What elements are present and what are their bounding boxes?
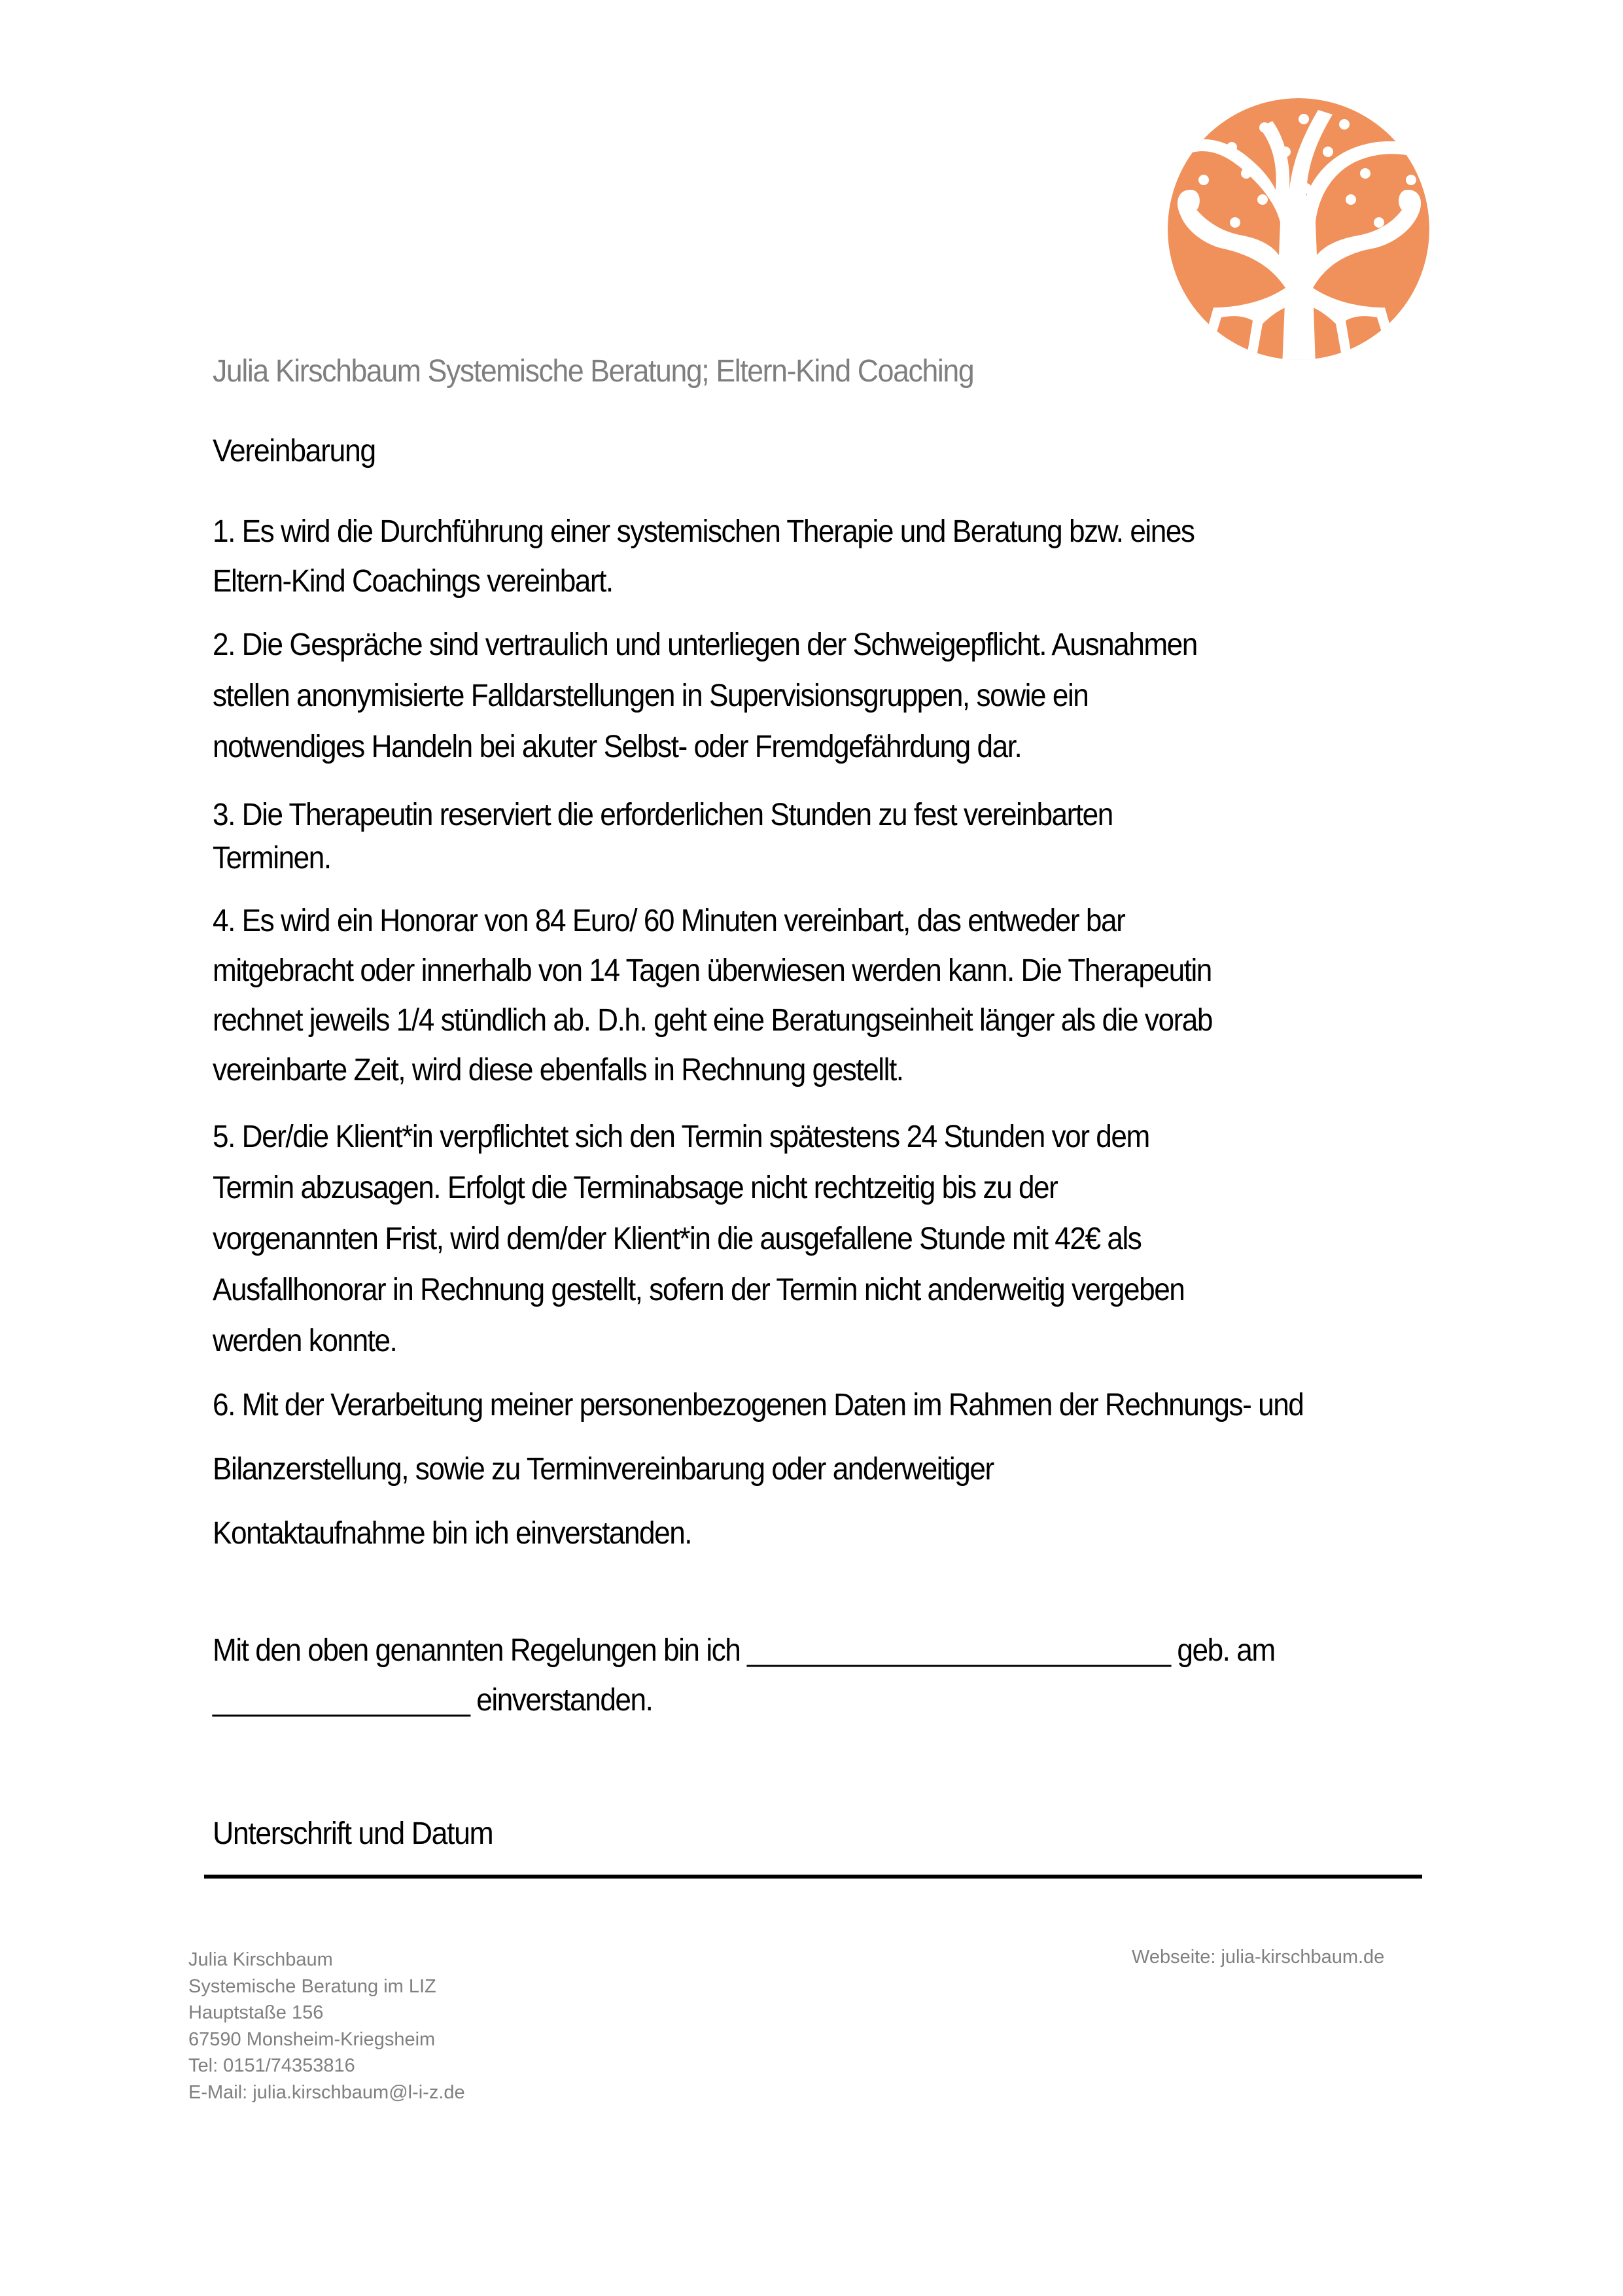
clause-line: 5. Der/die Klient*in verpflichtet sich den Termin spätestens 24 Stunden vor dem <box>213 1120 1149 1154</box>
clause-line: Termin abzusagen. Erfolgt die Terminabsage nicht rechtzeitig bis zu der <box>213 1171 1058 1205</box>
clause-line: 1. Es wird die Durchführung einer systemischen Therapie und Beratung bzw. eines <box>213 514 1195 549</box>
clause-4 <box>213 903 1416 1102</box>
clause-line: werden konnte. <box>213 1324 397 1358</box>
footer-address <box>188 1947 465 2106</box>
footer-name: Julia Kirschbaum <box>188 1949 333 1970</box>
clause-line: stellen anonymisierte Falldarstellungen in Supervisionsgruppen, sowie ein <box>213 679 1089 713</box>
consent-suffix: einverstanden. <box>469 1683 653 1718</box>
clause-line: vorgenannten Frist, wird dem/der Klient*in die ausgefallene Stunde mit 42€ als <box>213 1222 1142 1256</box>
footer-website: Webseite: julia-kirschbaum.de <box>1132 1947 1385 1968</box>
clause-line: 2. Die Gespräche sind vertraulich und unterliegen der Schweigepflicht. Ausnahmen <box>213 627 1197 662</box>
clause-1 <box>213 514 1416 613</box>
clause-line: mitgebracht oder innerhalb von 14 Tagen überwiesen werden kann. Die Therapeutin <box>213 953 1212 988</box>
clause-line: 3. Die Therapeutin reserviert die erforderlichen Stunden zu fest vereinbarten <box>213 798 1113 832</box>
consent-line-1 <box>213 1633 1416 1682</box>
footer-practice: Systemische Beratung im LIZ <box>188 1975 436 1997</box>
clause-line: 4. Es wird ein Honorar von 84 Euro/ 60 Minuten vereinbart, das entweder bar <box>213 904 1125 938</box>
clause-line: Ausfallhonorar in Rechnung gestellt, sofern der Termin nicht anderweitig vergeben <box>213 1273 1185 1307</box>
dob-blank-field[interactable]: _________________ <box>213 1683 470 1718</box>
signature-label: Unterschrift und Datum <box>213 1816 493 1851</box>
footer-city: 67590 Monsheim-Kriegsheim <box>188 2028 436 2050</box>
clause-5 <box>213 1119 1416 1374</box>
clause-line: rechnet jeweils 1/4 stündlich ab. D.h. geht eine Beratungseinheit länger als die vorab <box>213 1003 1212 1038</box>
clause-6 <box>213 1387 1416 1580</box>
document-title: Vereinbarung <box>213 434 375 468</box>
clause-line: Bilanzerstellung, sowie zu Terminvereinbarung oder anderweitiger <box>213 1452 994 1487</box>
consent-line-2 <box>213 1682 1416 1732</box>
name-blank-field[interactable]: ____________________________ <box>747 1633 1170 1668</box>
footer-email: E-Mail: julia.kirschbaum@l-i-z.de <box>188 2081 465 2103</box>
clause-line: vereinbarte Zeit, wird diese ebenfalls in Rechnung gestellt. <box>213 1053 903 1087</box>
tree-logo <box>1161 92 1436 366</box>
clause-line: Eltern-Kind Coachings vereinbart. <box>213 564 613 599</box>
consent-prefix: Mit den oben genannten Regelungen bin ich <box>213 1633 748 1668</box>
signature-line[interactable] <box>204 1875 1422 1879</box>
clause-3 <box>213 797 1416 883</box>
tree-circle-logo-icon <box>1161 92 1436 366</box>
letterhead: Julia Kirschbaum Systemische Beratung; Eltern-Kind Coaching <box>213 354 974 389</box>
footer-phone: Tel: 0151/74353816 <box>188 2055 355 2076</box>
clause-line: Terminen. <box>213 841 331 875</box>
consent-dob-label: geb. am <box>1170 1633 1275 1668</box>
consent-statement <box>213 1633 1416 1732</box>
clause-line: notwendiges Handeln bei akuter Selbst- oder Fremdgefährdung dar. <box>213 730 1022 764</box>
clause-line: Kontaktaufnahme bin ich einverstanden. <box>213 1516 692 1551</box>
clause-line: 6. Mit der Verarbeitung meiner personenbezogenen Daten im Rahmen der Rechnungs- und <box>213 1388 1304 1422</box>
clause-2 <box>213 627 1416 780</box>
footer-street: Hauptstaße 156 <box>188 2002 324 2023</box>
